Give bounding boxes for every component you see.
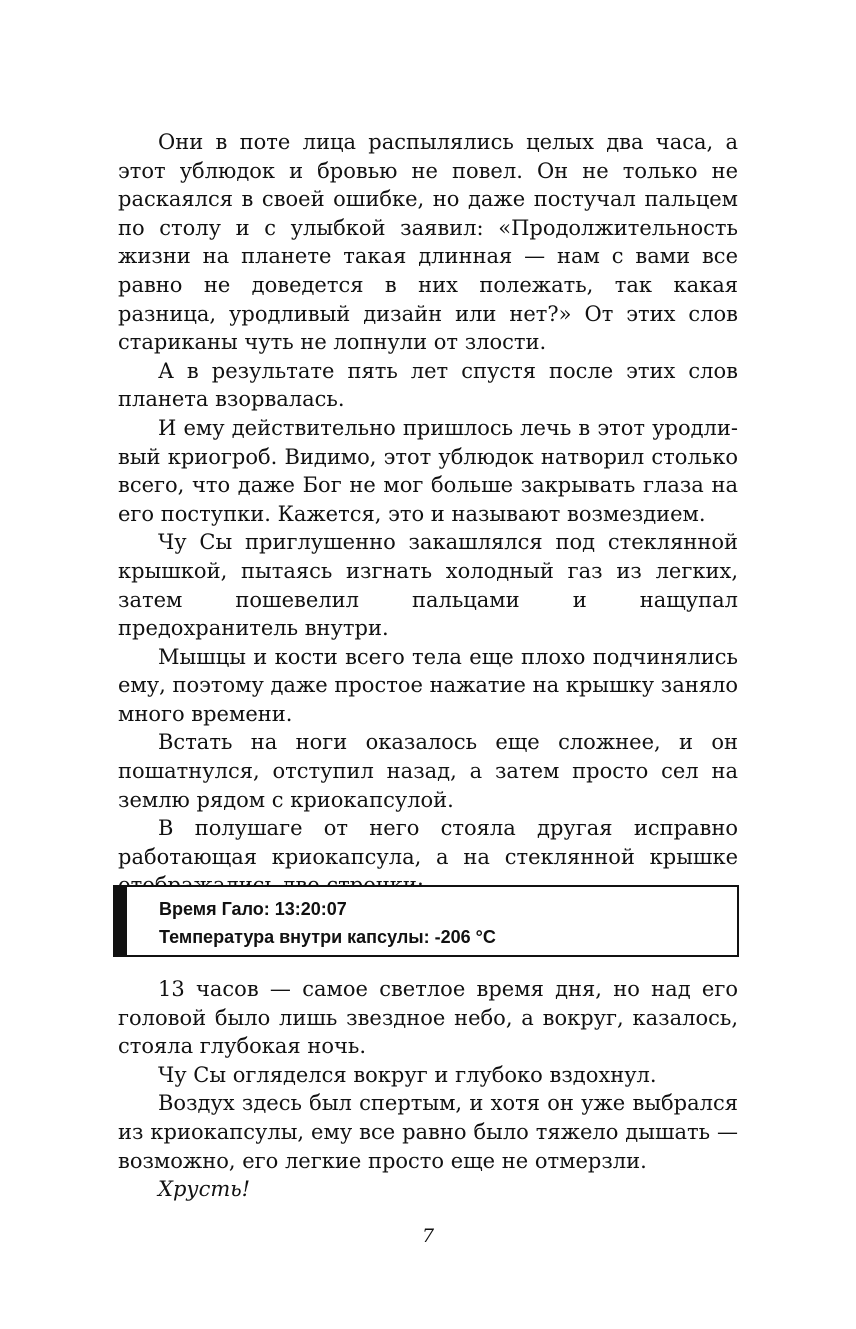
body-text-top [118,128,738,900]
paragraph: Встать на ноги оказалось еще сложнее, и он пошатнулся, отступил назад, а затем просто сел на землю рядом с криокапсулой. [118,730,738,812]
paragraph: Чу Сы приглушенно закашлялся под стеклянной крышкой, пытаясь изгнать холодный газ из легких, затем пошевелил пальцами и нащупал предохранитель внутри. [118,530,738,641]
paragraph: Они в поте лица распылялись целых два часа, а этот ублюдок и бровью не повел. Он не только не раскаялся в своей ошибке, но даже постучал пальцем по столу и с улыбкой заявил: «Продолжительность жизни на планете такая длинная — нам с вами все равно не доведется в них полежать, так какая разница, уродливый дизайн или нет?» От этих слов стариканы чуть не лопнули от злости. [118,130,738,355]
page-number: 7 [421,1225,435,1247]
paragraph: Воздух здесь был спертым, и хотя он уже выбрался из криокапсулы, ему все равно было тяжело дышать — возможно, его легкие просто еще не отмерзли. [118,1091,738,1173]
paragraph-sound-effect: Хрусть! [158,1177,251,1202]
paragraph: Чу Сы огляделся вокруг и глубоко вздохнул. [158,1062,657,1087]
capsule-display-box [113,885,739,957]
display-accent-bar [115,887,127,955]
body-text-bottom [118,975,738,1204]
paragraph: 13 часов — самое светлое время дня, но над его головой было лишь звездное небо, а вокруг, казалось, стояла глубокая ночь. [118,977,738,1059]
paragraph: А в результате пять лет спустя после этих слов планета взорвалась. [118,358,738,412]
display-line-temperature: Температура внутри капсулы: -206 °C [159,927,496,947]
paragraph: Мышцы и кости всего тела еще плохо подчинялись ему, поэтому даже простое нажатие на крышку заняло много времени. [118,644,739,726]
paragraph: В полушаге от него стояла другая исправно работающая криокапсула, а на стеклянной крышке [118,816,738,869]
display-line-time: Время Гало: 13:20:07 [159,899,347,919]
paragraph: И ему действительно пришлось лечь в этот уродливый криогроб. Видимо, этот ублюдок натворил столько всего, что даже Бог не мог больше закрывать глаза на его поступки. Кажется, это и называют возмездием. [118,415,738,526]
display-lines [159,895,496,951]
